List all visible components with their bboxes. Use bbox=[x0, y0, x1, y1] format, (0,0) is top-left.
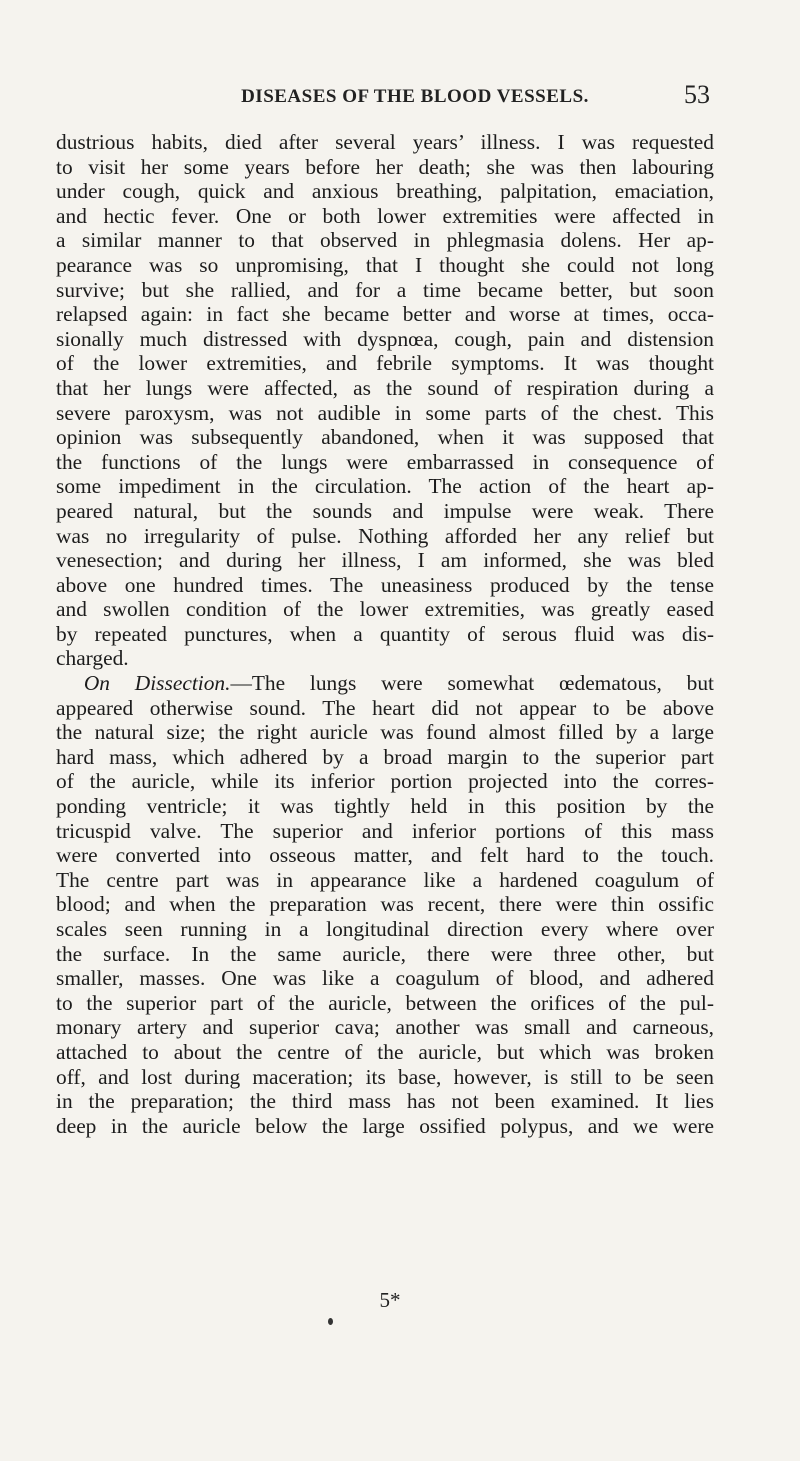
text-line: appeared otherwise sound. The heart did not appear to be above bbox=[56, 695, 714, 720]
text-line: and swollen condition of the lower extremities, was greatly eased bbox=[56, 597, 714, 622]
text-line: were converted into osseous matter, and felt hard to the touch. bbox=[56, 843, 714, 868]
text-line: survive; but she rallied, and for a time became better, but soon bbox=[56, 277, 714, 302]
page-number: 53 bbox=[684, 80, 710, 109]
text-line: pearance was so unpromising, that I thought she could not long bbox=[56, 252, 714, 277]
text-line: the natural size; the right auricle was found almost filled by a large bbox=[56, 720, 714, 745]
text-line: charged. bbox=[56, 646, 129, 671]
text-line: venesection; and during her illness, I am informed, she was bled bbox=[56, 548, 714, 573]
dissection-heading: On Dissection. bbox=[83, 671, 231, 696]
text-line: by repeated punctures, when a quantity of serous fluid was dis- bbox=[56, 621, 714, 646]
text-line: ponding ventricle; it was tightly held in this position by the bbox=[56, 794, 714, 819]
text-line: of the auricle, while its inferior portion projected into the corres- bbox=[56, 769, 714, 794]
text-line: blood; and when the preparation was recent, there were thin ossific bbox=[56, 892, 714, 917]
dissection-paragraph-start bbox=[56, 671, 714, 696]
body-text bbox=[56, 130, 714, 1138]
text-line: opinion was subsequently abandoned, when it was supposed that bbox=[56, 425, 714, 450]
signature-mark: 5* bbox=[379, 1288, 401, 1312]
text-line: the functions of the lungs were embarrassed in consequence of bbox=[56, 449, 714, 474]
text-line: to visit her some years before her death; she was then labouring bbox=[56, 154, 714, 179]
text-line: a similar manner to that observed in phlegmasia dolens. Her ap- bbox=[56, 228, 714, 253]
text-line: above one hundred times. The uneasiness produced by the tense bbox=[56, 572, 714, 597]
text-line: peared natural, but the sounds and impulse were weak. There bbox=[56, 498, 714, 523]
text-line: of the lower extremities, and febrile symptoms. It was thought bbox=[56, 351, 714, 376]
text-line: monary artery and superior cava; another was small and carneous, bbox=[56, 1015, 714, 1040]
text-line: and hectic fever. One or both lower extremities were affected in bbox=[56, 203, 714, 228]
text-line: off, and lost during maceration; its base, however, is still to be seen bbox=[56, 1064, 714, 1089]
text-line: was no irregularity of pulse. Nothing afforded her any relief but bbox=[56, 523, 714, 548]
text-line: severe paroxysm, was not audible in some parts of the chest. This bbox=[56, 400, 714, 425]
ink-speck bbox=[328, 1318, 333, 1325]
text-line: scales seen running in a longitudinal direction every where over bbox=[56, 917, 714, 941]
text-line: deep in the auricle below the large ossified polypus, and we were bbox=[56, 1113, 714, 1138]
text-line: to the superior part of the auricle, between the orifices of the pul- bbox=[56, 990, 714, 1015]
text-line: smaller, masses. One was like a coagulum of blood, and adhered bbox=[56, 966, 714, 991]
text-line: attached to about the centre of the auricle, but which was broken bbox=[56, 1039, 714, 1064]
text-line: under cough, quick and anxious breathing, palpitation, emaciation, bbox=[56, 179, 714, 204]
text-line: hard mass, which adhered by a broad margin to the superior part bbox=[56, 744, 714, 769]
running-head: DISEASES OF THE BLOOD VESSELS. bbox=[241, 86, 589, 107]
text-line: The centre part was in appearance like a hardened coagulum of bbox=[56, 867, 714, 892]
text-line: in the preparation; the third mass has not been examined. It lies bbox=[56, 1089, 714, 1114]
text-line: the surface. In the same auricle, there were three other, but bbox=[56, 941, 714, 966]
text-line: some impediment in the circulation. The action of the heart ap- bbox=[56, 474, 714, 499]
text-line: tricuspid valve. The superior and inferior portions of this mass bbox=[56, 818, 714, 843]
text-line: dustrious habits, died after several years’ illness. I was requested bbox=[56, 130, 714, 154]
text-line: relapsed again: in fact she became better and worse at times, occa- bbox=[56, 302, 714, 327]
text-line: —The lungs were somewhat œdematous, but bbox=[230, 671, 714, 696]
text-line: that her lungs were affected, as the sound of respiration during a bbox=[56, 375, 714, 400]
text-line: sionally much distressed with dyspnœa, cough, pain and distension bbox=[56, 326, 714, 351]
